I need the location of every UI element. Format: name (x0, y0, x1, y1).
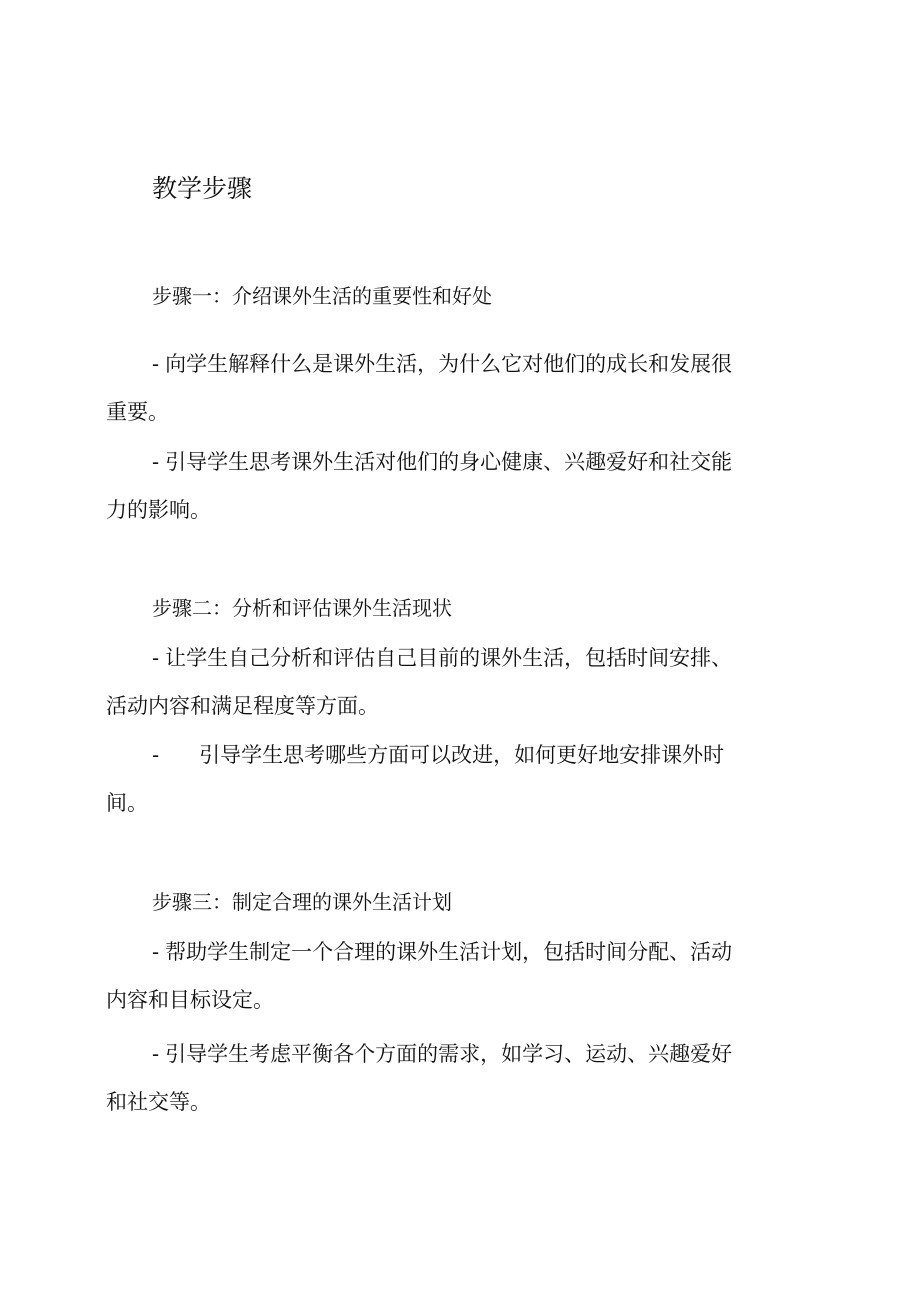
section-heading-step-2: 步骤二：分析和评估课外生活现状 (152, 596, 452, 620)
paragraph-line: 让学生自己分析和评估自己目前的课外生活，包括时间安排、 (165, 646, 733, 670)
paragraph-line: 向学生解释什么是课外生活，为什么它对他们的成长和发展很 (165, 352, 733, 376)
page-title: 教学步骤 (152, 174, 253, 203)
paragraph-line: 力的影响。 (106, 498, 211, 522)
paragraph-line: 帮助学生制定一个合理的课外生活计划，包括时间分配、活动 (165, 940, 733, 964)
paragraph-step-3-item-1 (106, 928, 806, 1024)
paragraph-line: 内容和目标设定。 (106, 988, 274, 1012)
paragraph-line: 引导学生思考哪些方面可以改进，如何更好地安排课外时 (199, 743, 725, 767)
paragraph-step-2-item-1 (106, 634, 806, 730)
paragraph-step-3-item-2 (106, 1030, 806, 1126)
paragraph-line: 引导学生思考课外生活对他们的身心健康、兴趣爱好和社交能 (165, 450, 733, 474)
section-heading-step-3: 步骤三：制定合理的课外生活计划 (152, 890, 452, 914)
paragraph-line: 活动内容和满足程度等方面。 (106, 694, 379, 718)
bullet-dash: - (152, 940, 160, 964)
section-heading-step-1: 步骤一：介绍课外生活的重要性和好处 (152, 284, 492, 308)
bullet-dash: - (152, 646, 160, 670)
paragraph-line: 重要。 (106, 400, 169, 424)
paragraph-step-2-item-2 (106, 731, 806, 827)
paragraph-step-1-item-2 (106, 438, 806, 534)
paragraph-line: 和社交等。 (106, 1090, 211, 1114)
bullet-dash: - (152, 450, 160, 474)
paragraph-line: 引导学生考虑平衡各个方面的需求，如学习、运动、兴趣爱好 (165, 1042, 733, 1066)
bullet-dash: - (152, 1042, 160, 1066)
bullet-dash: - (152, 743, 160, 767)
paragraph-line: 间。 (106, 791, 148, 815)
paragraph-step-1-item-1 (106, 340, 806, 436)
bullet-dash: - (152, 352, 160, 376)
